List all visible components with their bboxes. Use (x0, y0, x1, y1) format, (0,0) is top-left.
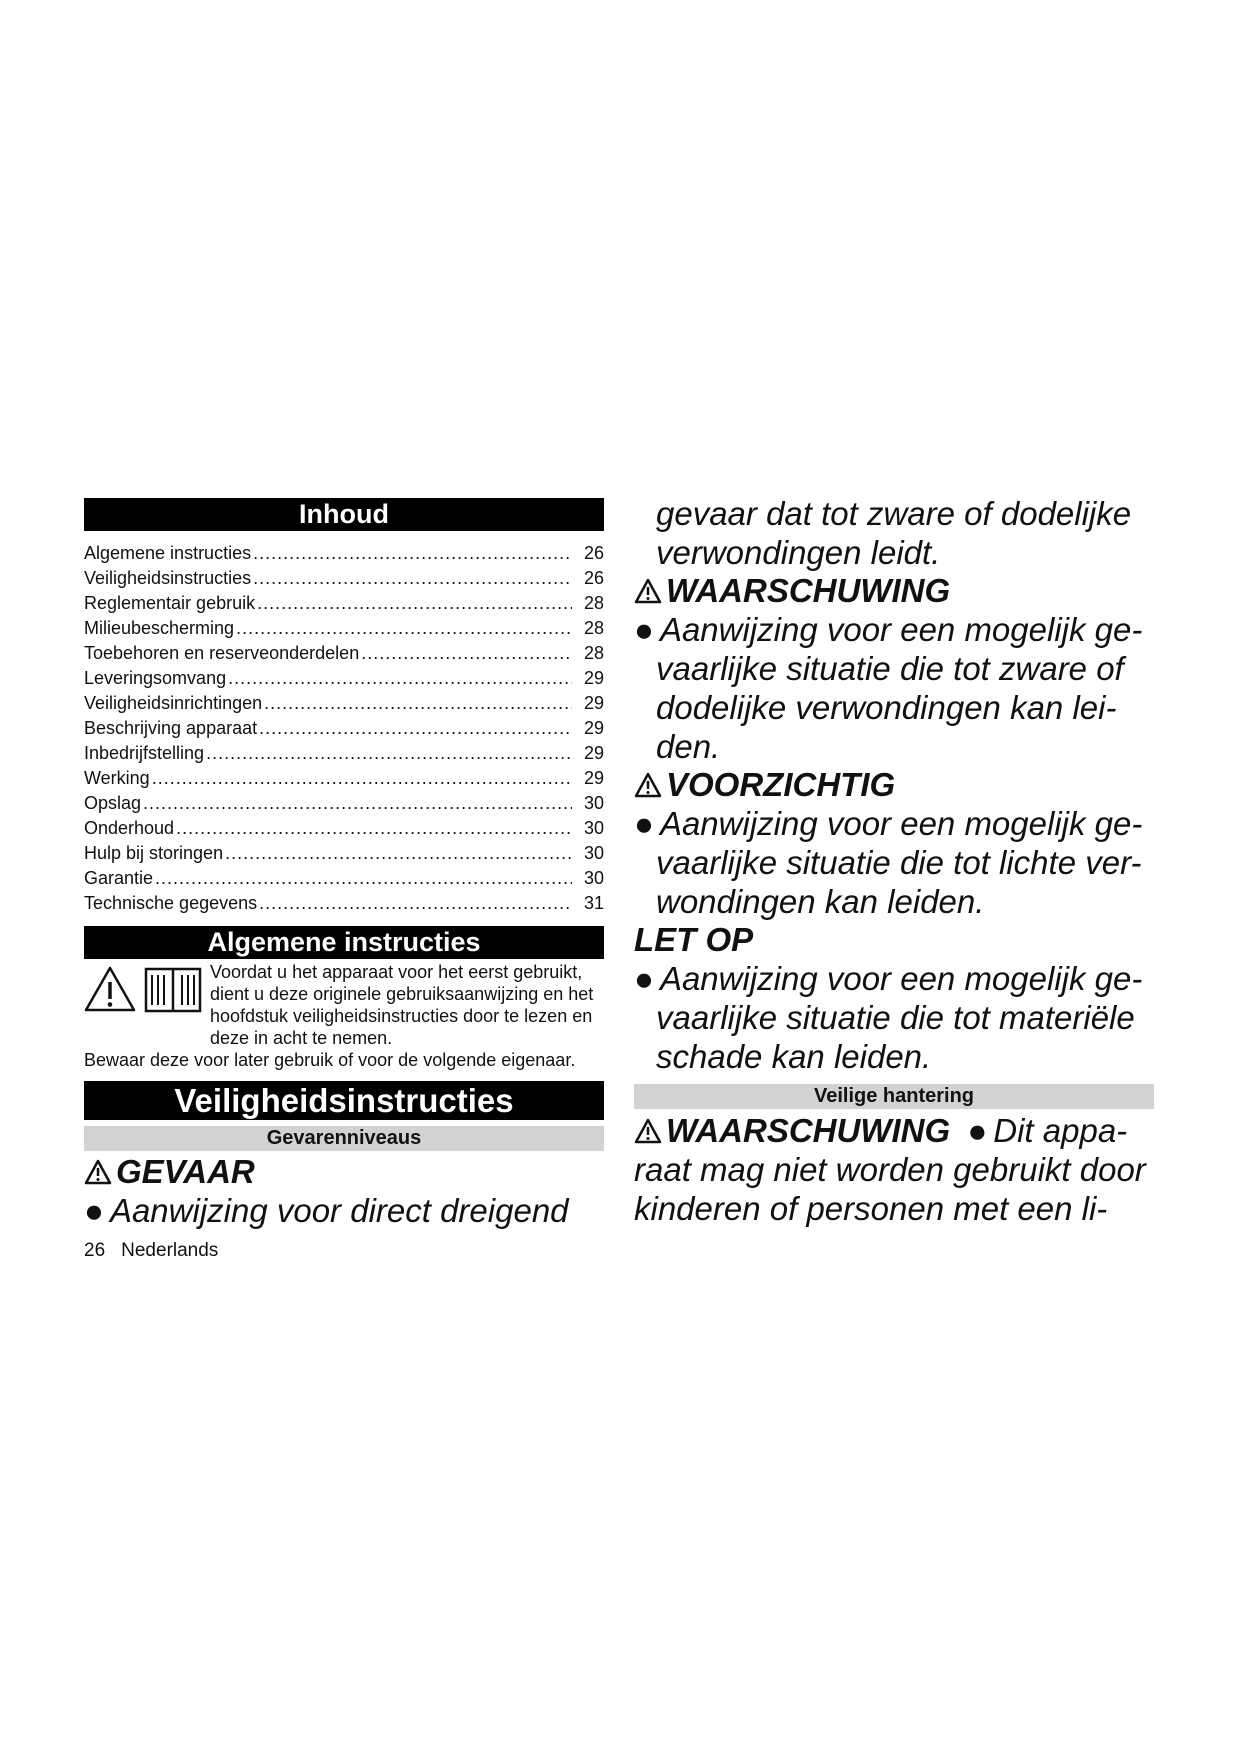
handling-text-line: kinderen of personen met een li- (634, 1190, 1108, 1227)
caution-label: VOORZICHTIG (666, 766, 896, 803)
intro-text: Voordat u het apparaat voor het eerst gebruikt, dient u deze originele gebruiksaanwijzing en het hoofdstuk veiligheidsinstructies door te lezen en deze in acht te nemen. (210, 962, 594, 1048)
toc-entry[interactable]: Veiligheidsinrichtingen ..... 29 (84, 691, 604, 716)
warning-triangle-icon (634, 578, 662, 604)
danger-text-continued: gevaar dat tot zware of dodelijke (656, 495, 1132, 532)
keep-manual-text: Bewaar deze voor later gebruik of voor de volgende eigenaar. (84, 1050, 576, 1070)
hazard-levels-subheading: Gevarenniveaus (84, 1126, 604, 1151)
handling-warning-label: WAARSCHUWING (666, 1112, 951, 1149)
intro-icons (84, 965, 202, 1015)
warning-text-line: dodelijke verwondingen kan lei- (656, 689, 1117, 726)
caution-label-row (634, 766, 1154, 804)
toc-entry[interactable]: Algemene instructies ..... 26 (84, 541, 604, 566)
notice-label-row (634, 921, 1154, 959)
caution-text-line: wondingen kan leiden. (656, 883, 985, 920)
toc-entry[interactable]: Technische gegevens ..... 31 (84, 891, 604, 916)
toc-entry[interactable]: Leveringsomvang ..... 29 (84, 666, 604, 691)
toc-title: Inhoud (84, 498, 604, 531)
footer-language: Nederlands (121, 1240, 219, 1261)
toc-entry[interactable]: Opslag ..... 30 (84, 791, 604, 816)
toc-entry[interactable]: Inbedrijfstelling ..... 29 (84, 741, 604, 766)
warning-text-line: den. (656, 728, 721, 765)
warning-label-row (634, 572, 1154, 610)
general-instructions-heading: Algemene instructies (84, 926, 604, 959)
toc-entry[interactable]: Reglementair gebruik ..... 28 (84, 591, 604, 616)
toc-entry[interactable]: Toebehoren en reserveonderdelen ..... 28 (84, 641, 604, 666)
danger-label: GEVAAR (116, 1153, 255, 1190)
notice-text: ● Aanwijzing voor een mogelijk ge- (634, 960, 1143, 997)
danger-text-continued: verwondingen leidt. (656, 534, 941, 571)
toc-entry[interactable]: Onderhoud ..... 30 (84, 816, 604, 841)
notice-text-line: schade kan leiden. (656, 1038, 932, 1075)
danger-label-row (84, 1153, 604, 1191)
warning-triangle-icon (634, 772, 662, 798)
left-column (84, 498, 604, 1230)
toc-entry[interactable]: Garantie ..... 30 (84, 866, 604, 891)
danger-text: ● Aanwijzing voor direct dreigend (84, 1192, 569, 1229)
safety-heading: Veiligheidsinstructies (84, 1081, 604, 1120)
table-of-contents (84, 541, 604, 916)
toc-entry[interactable]: Hulp bij storingen ..... 30 (84, 841, 604, 866)
warning-text: ● Aanwijzing voor een mogelijk ge- (634, 611, 1143, 648)
warning-triangle-icon (634, 1118, 662, 1144)
handling-text-line: raat mag niet worden gebruikt door (634, 1151, 1146, 1188)
notice-text-line: vaarlijke situatie die tot materiële (656, 999, 1135, 1036)
toc-entry[interactable]: Beschrijving apparaat ..... 29 (84, 716, 604, 741)
toc-entry[interactable]: Milieubescherming ..... 28 (84, 616, 604, 641)
handling-warning: WAARSCHUWING ● Dit appa- (634, 1111, 1154, 1150)
toc-entry[interactable]: Veiligheidsinstructies ..... 26 (84, 566, 604, 591)
right-column (634, 494, 1154, 1228)
page-footer (84, 1240, 218, 1262)
general-intro (84, 961, 604, 1049)
warning-triangle-icon (84, 1159, 112, 1185)
warning-text-line: vaarlijke situatie die tot zware of (656, 650, 1124, 687)
caution-text-line: vaarlijke situatie die tot lichte ver- (656, 844, 1142, 881)
manual-book-icon (144, 965, 202, 1013)
page-number: 26 (84, 1240, 106, 1261)
warning-triangle-icon (84, 965, 136, 1013)
safe-handling-subheading: Veilige hantering (634, 1084, 1154, 1109)
handling-warning-label-row (634, 1112, 950, 1150)
toc-entry[interactable]: Werking ..... 29 (84, 766, 604, 791)
warning-label: WAARSCHUWING (666, 572, 951, 609)
caution-text: ● Aanwijzing voor een mogelijk ge- (634, 805, 1143, 842)
notice-label: LET OP (634, 921, 754, 958)
